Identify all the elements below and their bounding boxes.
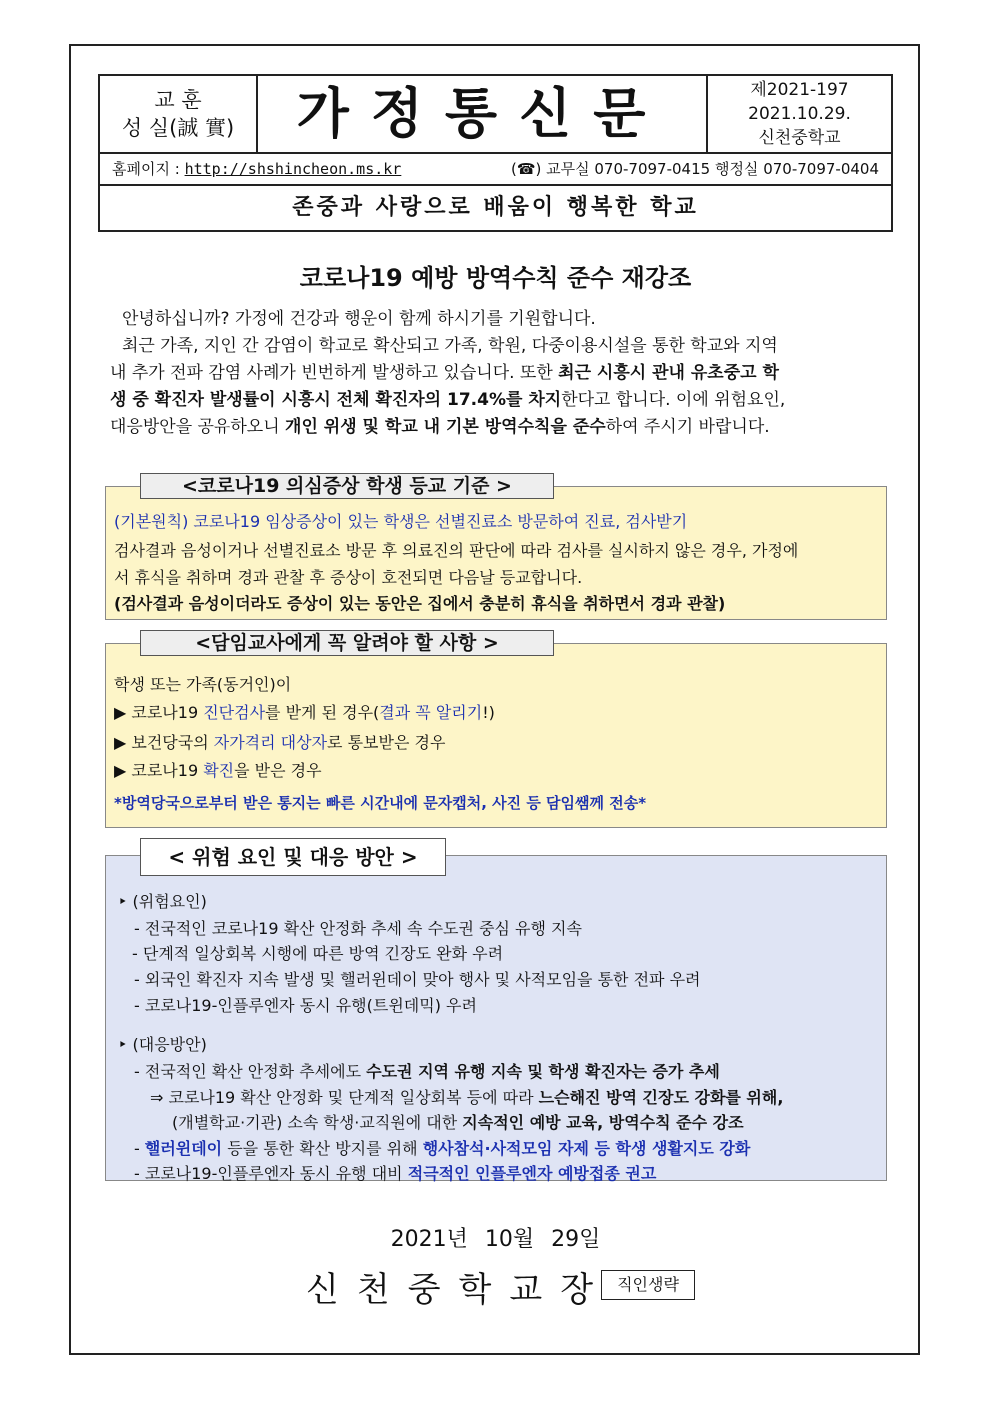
risk-item-1: - 전국적인 코로나19 확산 안정화 추세 속 수도권 중심 유행 지속 <box>134 919 582 938</box>
homepage-link[interactable]: http://shshincheon.ms.kr <box>184 160 402 178</box>
motto-label: 교 훈 <box>154 88 202 112</box>
response-item-5: - 코로나19-인플루엔자 동시 유행 대비 적극적인 인플루엔자 예방접종 권고 <box>134 1164 657 1183</box>
seal-omitted-stamp: 직인생략 <box>601 1270 695 1300</box>
notify-item-quarantine: ▶ 보건당국의 자가격리 대상자로 통보받은 경우 <box>114 733 446 752</box>
issue-date-footer: 2021년 10월 29일 <box>390 1227 601 1252</box>
document-title: 코로나19 예방 방역수칙 준수 재강조 <box>299 264 692 292</box>
issue-number: 제2021-197 <box>750 80 849 100</box>
risk-item-3: - 외국인 확진자 지속 발생 및 핼러윈데이 맞아 행사 및 사적모임을 통한 전파 우려 <box>134 970 701 989</box>
contact-row <box>100 154 891 186</box>
intro-line-1: 최근 가족, 지인 간 감염이 학교로 확산되고 가족, 학원, 다중이용시설을 통한 학교와 지역 <box>122 336 778 356</box>
notify-note: *방역당국으로부터 받은 통지는 빠른 시간내에 문자캡처, 사진 등 담임쌤께 전송* <box>114 794 647 812</box>
risk-heading: ‣ (위험요인) <box>118 892 207 911</box>
risk-item-2: - 단계적 일상회복 시행에 따른 방역 긴장도 완화 우려 <box>132 944 504 963</box>
risk-box-title: < 위험 요인 및 대응 방안 > <box>140 838 446 876</box>
principal-signature: 신천중학교장 <box>306 1270 612 1310</box>
homepage-label: 홈페이지 : <box>112 160 180 178</box>
issue-info <box>706 76 891 152</box>
letterhead <box>98 74 893 232</box>
notify-item-test: ▶ 코로나19 진단검사를 받게 된 경우(결과 꼭 알리기!) <box>114 703 495 722</box>
intro-line-4: 대응방안을 공유하오니 개인 위생 및 학교 내 기본 방역수칙을 준수하여 주시기 바랍니다. <box>110 417 770 437</box>
response-heading: ‣ (대응방안) <box>118 1035 207 1054</box>
notify-teacher-box <box>105 632 887 828</box>
intro-text <box>110 306 882 441</box>
letter-title: 가정통신문 <box>296 82 668 145</box>
symptom-note: (검사결과 음성이더라도 증상이 있는 동안은 집에서 충분히 휴식을 취하면서 경과 관찰) <box>114 594 726 613</box>
phone-numbers: (☎) 교무실 070-7097-0415 행정실 070-7097-0404 <box>510 160 879 178</box>
response-item-1: - 전국적인 확산 안정화 추세에도 수도권 지역 유행 지속 및 학생 확진자는 증가 추세 <box>134 1062 720 1081</box>
response-item-2: ⇒ 코로나19 확산 안정화 및 단계적 일상회복 등에 따라 느슨해진 방역 긴장도 강화를 위해, <box>150 1088 784 1107</box>
symptom-box-title: <코로나19 의심증상 학생 등교 기준 > <box>140 473 554 499</box>
symptom-line-3: 서 휴식을 취하며 경과 관찰 후 증상이 호전되면 다음날 등교합니다. <box>114 568 583 587</box>
risk-item-4: - 코로나19-인플루엔자 동시 유행(트윈데믹) 우려 <box>134 996 477 1015</box>
symptom-attendance-box <box>105 475 887 620</box>
notify-item-confirmed: ▶ 코로나19 확진을 받은 경우 <box>114 761 322 780</box>
intro-line-2: 내 추가 전파 감염 사례가 빈번하게 발생하고 있습니다. 또한 최근 시흥시 관내 유초중고 학 <box>110 363 779 383</box>
response-item-3: (개별학교·기관) 소속 학생·교직원에 대한 지속적인 예방 교육, 방역수칙 준수 강조 <box>172 1113 744 1132</box>
school-name: 신천중학교 <box>758 128 841 148</box>
motto-value: 성 실(誠 實) <box>121 116 235 140</box>
notify-box-title: <담임교사에게 꼭 알려야 할 사항 > <box>140 630 554 656</box>
symptom-principle: (기본원칙) 코로나19 임상증상이 있는 학생은 선별진료소 방문하여 진료, 검사받기 <box>114 512 688 531</box>
letterhead-top-row <box>100 76 891 154</box>
risk-response-box <box>105 845 887 1183</box>
homepage <box>112 154 401 184</box>
intro-line-3: 생 중 확진자 발생률이 시흥시 전체 확진자의 17.4%를 차지한다고 합니다. 이에 위험요인, <box>110 390 786 410</box>
issue-date: 2021.10.29. <box>748 104 851 124</box>
symptom-line-2: 검사결과 음성이거나 선별진료소 방문 후 의료진의 판단에 따라 검사를 실시하지 않은 경우, 가정에 <box>114 541 799 560</box>
school-slogan: 존중과 사랑으로 배움이 행복한 학교 <box>292 195 699 220</box>
notify-intro: 학생 또는 가족(동거인)이 <box>114 675 292 694</box>
greeting: 안녕하십니까? 가정에 건강과 행운이 함께 하시기를 기원합니다. <box>122 309 596 329</box>
school-motto <box>100 76 258 152</box>
response-item-4: - 핼러윈데이 등을 통한 확산 방지를 위해 행사참석·사적모임 자제 등 학생 생활지도 강화 <box>134 1139 751 1158</box>
